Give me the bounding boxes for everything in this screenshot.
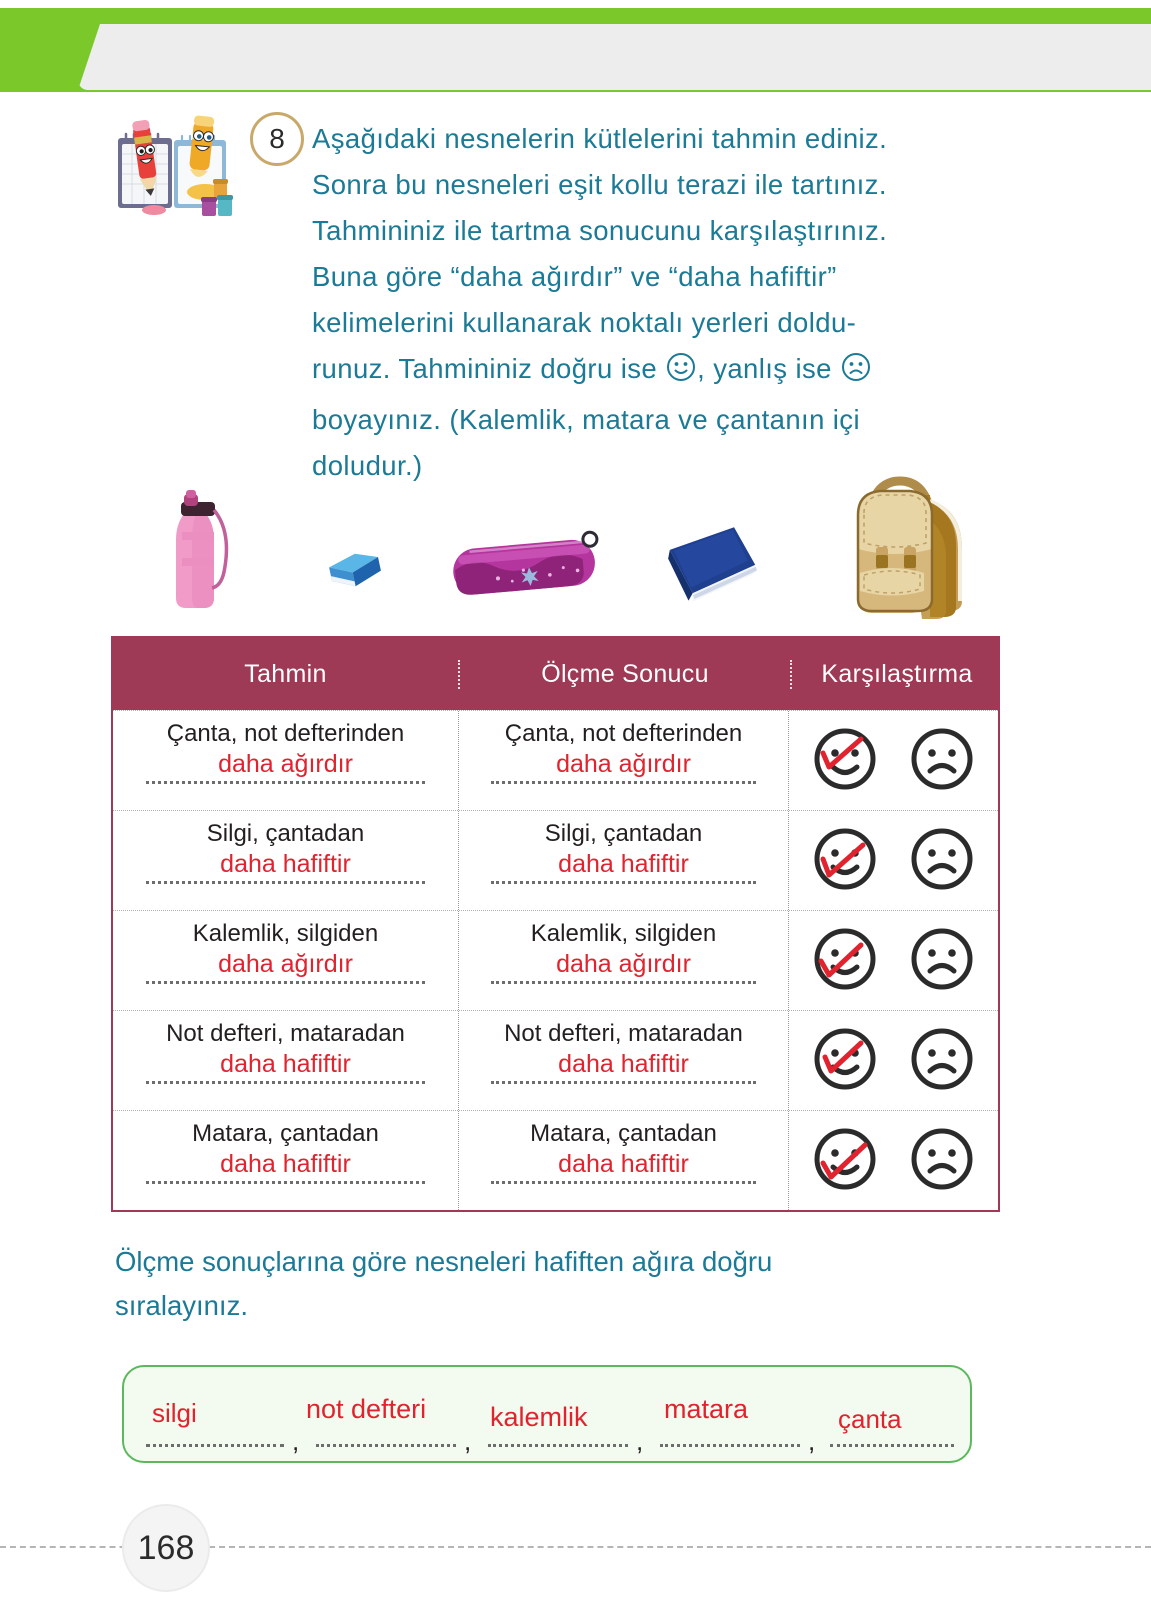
sad-face-icon[interactable] — [906, 723, 978, 800]
measurement-statement: Matara, çantadan — [530, 1120, 717, 1147]
closing-line-1: Ölçme sonuçlarına göre nesneleri hafiften ağıra doğru — [115, 1246, 773, 1277]
page-number-value: 168 — [137, 1528, 195, 1567]
written-answer-2[interactable]: not defteri — [306, 1394, 427, 1424]
prediction-statement: Matara, çantadan — [192, 1120, 379, 1147]
prediction-statement: Kalemlik, silgiden — [192, 920, 379, 947]
measurement-cell — [458, 711, 788, 810]
written-answer-5[interactable]: çanta — [838, 1404, 902, 1434]
separator-comma: , — [464, 1426, 472, 1456]
prediction-statement: Not defteri, mataradan — [166, 1020, 405, 1047]
instruction-line-4: Buna göre “daha ağırdır” ve “daha hafiftir” — [312, 261, 837, 292]
answer-blank-line[interactable] — [146, 1444, 284, 1447]
column-header-tahmin: Tahmin — [244, 659, 327, 688]
answer-blank-line — [491, 881, 757, 884]
table-row — [113, 1110, 998, 1210]
measurement-cell — [458, 911, 788, 1010]
measurement-answer[interactable]: daha ağırdır — [556, 950, 691, 978]
table-row — [113, 1010, 998, 1110]
header-white-panel — [78, 24, 1151, 90]
measurement-statement: Not defteri, mataradan — [504, 1020, 743, 1047]
instruction-line-6 — [312, 346, 1002, 397]
prediction-answer[interactable]: daha ağırdır — [218, 750, 353, 778]
table-row — [113, 810, 998, 910]
stationery-mascot-illustration — [108, 110, 258, 240]
prediction-answer[interactable]: daha hafiftir — [220, 1050, 351, 1078]
answer-blank-line — [491, 781, 757, 784]
measurement-answer[interactable]: daha hafiftir — [558, 1150, 689, 1178]
answer-blank-line — [146, 881, 426, 884]
written-answer-3[interactable]: kalemlik — [490, 1402, 588, 1432]
answer-blank-line — [146, 981, 426, 984]
eraser-illustration — [322, 540, 388, 603]
happy-face-icon[interactable] — [809, 1123, 881, 1200]
happy-face-icon — [665, 351, 697, 397]
exercise-number: 8 — [269, 123, 285, 154]
answer-blank-line — [146, 1181, 426, 1184]
written-answer-4[interactable]: matara — [664, 1394, 749, 1424]
pencil-case-illustration — [445, 530, 605, 607]
measurement-answer[interactable]: daha ağırdır — [556, 750, 691, 778]
column-header-olcme-sonucu: Ölçme Sonucu — [458, 660, 790, 689]
prediction-cell — [113, 1111, 458, 1210]
table-row — [113, 910, 998, 1010]
table-row — [113, 710, 998, 810]
instruction-line-3: Tahmininiz ile tartma sonucunu karşılaştırınız. — [312, 215, 888, 246]
page-header-bar — [0, 8, 1151, 92]
instruction-line-1: Aşağıdaki nesnelerin kütlelerini tahmin ediniz. — [312, 123, 888, 154]
prediction-answer[interactable]: daha ağırdır — [218, 950, 353, 978]
measurement-answer[interactable]: daha hafiftir — [558, 1050, 689, 1078]
prediction-cell — [113, 911, 458, 1010]
measurement-statement: Kalemlik, silgiden — [530, 920, 717, 947]
sad-face-icon[interactable] — [906, 923, 978, 1000]
written-answer-1[interactable]: silgi — [152, 1398, 197, 1428]
happy-face-icon[interactable] — [809, 1023, 881, 1100]
measurement-cell — [458, 1111, 788, 1210]
water-bottle-illustration — [156, 476, 248, 621]
answer-blank-line — [491, 1081, 757, 1084]
sad-face-icon[interactable] — [906, 1123, 978, 1200]
answer-blank-line[interactable] — [316, 1444, 456, 1447]
happy-face-icon[interactable] — [809, 923, 881, 1000]
answer-blank-line[interactable] — [488, 1444, 628, 1447]
comparison-cell — [788, 811, 998, 910]
table-header-row — [113, 638, 998, 710]
measurement-cell — [458, 811, 788, 910]
prediction-cell — [113, 1011, 458, 1110]
instruction-line-6a: runuz. Tahmininiz doğru ise — [312, 353, 658, 384]
instruction-line-7: boyayınız. (Kalemlik, matara ve çantanın içi — [312, 404, 860, 435]
instruction-text — [312, 116, 1002, 489]
closing-prompt — [115, 1240, 995, 1328]
measurement-answer[interactable]: daha hafiftir — [558, 850, 689, 878]
comparison-table — [111, 636, 1000, 1212]
separator-comma: , — [808, 1426, 816, 1456]
sad-face-icon[interactable] — [906, 823, 978, 900]
instruction-line-6b: , yanlış ise — [697, 353, 832, 384]
measurement-statement: Silgi, çantadan — [544, 820, 703, 847]
instruction-line-5: kelimelerini kullanarak noktalı yerleri doldu- — [312, 307, 857, 338]
ordering-answer-box — [122, 1365, 972, 1463]
separator-comma: , — [292, 1426, 300, 1456]
happy-face-icon[interactable] — [809, 823, 881, 900]
comparison-cell — [788, 1011, 998, 1110]
page-number — [122, 1504, 210, 1592]
backpack-illustration — [810, 469, 990, 629]
notebook-illustration — [660, 526, 770, 611]
prediction-answer[interactable]: daha hafiftir — [220, 1150, 351, 1178]
sad-face-icon — [840, 351, 872, 397]
instruction-line-2: Sonra bu nesneleri eşit kollu terazi ile tartınız. — [312, 169, 887, 200]
closing-line-2: sıralayınız. — [115, 1290, 248, 1321]
answer-blank-line — [146, 1081, 426, 1084]
prediction-cell — [113, 811, 458, 910]
answer-blank-line — [491, 1181, 757, 1184]
sad-face-icon[interactable] — [906, 1023, 978, 1100]
measurement-cell — [458, 1011, 788, 1110]
comparison-cell — [788, 1111, 998, 1210]
happy-face-icon[interactable] — [809, 723, 881, 800]
answer-blank-line — [146, 781, 426, 784]
column-header-karsilastirma: Karşılaştırma — [790, 660, 1002, 689]
prediction-statement: Çanta, not defterinden — [166, 720, 405, 747]
separator-comma: , — [636, 1426, 644, 1456]
ordering-blanks — [124, 1367, 970, 1461]
exercise-number-badge — [250, 112, 304, 166]
objects-illustration-row — [120, 478, 1020, 633]
answer-blank-line — [491, 981, 757, 984]
answer-blank-line[interactable] — [660, 1444, 800, 1447]
instruction-line-8: doludur.) — [312, 450, 423, 481]
prediction-answer[interactable]: daha hafiftir — [220, 850, 351, 878]
prediction-cell — [113, 711, 458, 810]
answer-blank-line[interactable] — [830, 1444, 954, 1447]
comparison-cell — [788, 711, 998, 810]
measurement-statement: Çanta, not defterinden — [504, 720, 743, 747]
comparison-cell — [788, 911, 998, 1010]
prediction-statement: Silgi, çantadan — [206, 820, 365, 847]
